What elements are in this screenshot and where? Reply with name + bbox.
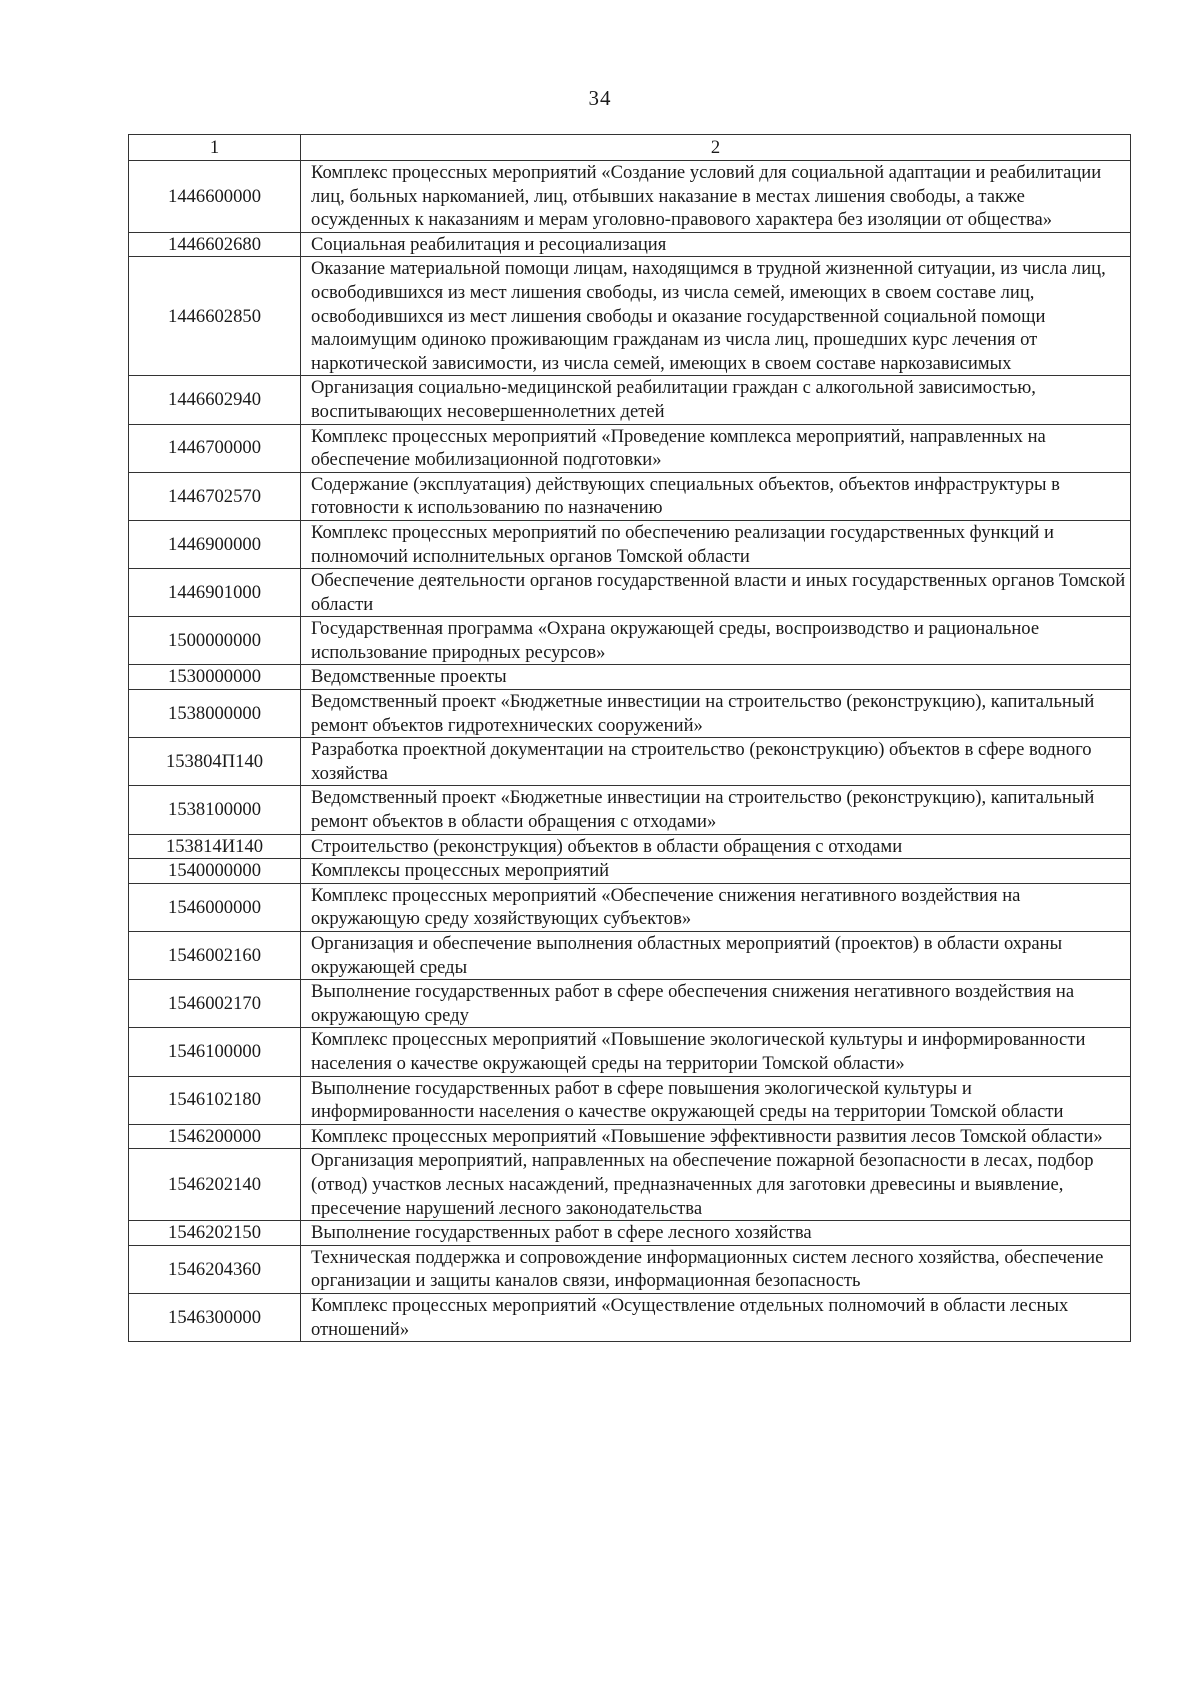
table-row: [129, 690, 1131, 738]
row-description: Государственная программа «Охрана окружающей среды, воспроизводство и рациональное использование природных ресурсов»: [301, 617, 1131, 665]
row-description: Техническая поддержка и сопровождение информационных систем лесного хозяйства, обеспечение организации и защиты каналов связи, информационная безопасность: [301, 1245, 1131, 1293]
table-row: [129, 786, 1131, 834]
row-code: 1446901000: [129, 569, 301, 617]
row-code: 1446602680: [129, 232, 301, 257]
row-description: Комплекс процессных мероприятий «Обеспечение снижения негативного воздействия на окружающую среду хозяйствующих субъектов»: [301, 883, 1131, 931]
row-code: 1446602940: [129, 376, 301, 424]
row-code: 1446702570: [129, 472, 301, 520]
row-description: Ведомственный проект «Бюджетные инвестиции на строительство (реконструкцию), капитальный ремонт объектов в области обращения с отходами»: [301, 786, 1131, 834]
table-row: [129, 980, 1131, 1028]
row-code: 1546300000: [129, 1293, 301, 1341]
table-row: [129, 1149, 1131, 1221]
table-row: [129, 1293, 1131, 1341]
table-row: [129, 161, 1131, 233]
table-row: [129, 232, 1131, 257]
row-description: Содержание (эксплуатация) действующих специальных объектов, объектов инфраструктуры в готовности к использованию по назначению: [301, 472, 1131, 520]
table-row: [129, 932, 1131, 980]
table-row: [129, 1221, 1131, 1246]
row-code: 153804П140: [129, 738, 301, 786]
row-code: 1538100000: [129, 786, 301, 834]
row-code: 1546202150: [129, 1221, 301, 1246]
row-description: Комплекс процессных мероприятий «Создание условий для социальной адаптации и реабилитации лиц, больных наркоманией, лиц, отбывших наказание в местах лишения свободы, а также осужденных к наказаниям и мерам уголовно-правового характера без изоляции от общества»: [301, 161, 1131, 233]
row-code: 1546100000: [129, 1028, 301, 1076]
row-code: 1530000000: [129, 665, 301, 690]
table-row: [129, 738, 1131, 786]
row-description: Разработка проектной документации на строительство (реконструкцию) объектов в сфере водного хозяйства: [301, 738, 1131, 786]
row-description: Комплекс процессных мероприятий «Осуществление отдельных полномочий в области лесных отношений»: [301, 1293, 1131, 1341]
row-description: Строительство (реконструкция) объектов в области обращения с отходами: [301, 834, 1131, 859]
row-code: 1538000000: [129, 690, 301, 738]
row-code: 1446700000: [129, 424, 301, 472]
row-code: 1546204360: [129, 1245, 301, 1293]
table-row: [129, 1076, 1131, 1124]
table-row: [129, 1028, 1131, 1076]
column-header-code: 1: [129, 135, 301, 161]
row-description: Комплексы процессных мероприятий: [301, 859, 1131, 884]
table-row: [129, 520, 1131, 568]
column-header-description: 2: [301, 135, 1131, 161]
table-row: [129, 376, 1131, 424]
row-description: Комплекс процессных мероприятий по обеспечению реализации государственных функций и полномочий исполнительных органов Томской области: [301, 520, 1131, 568]
table-body: [129, 161, 1131, 1342]
row-code: 1446600000: [129, 161, 301, 233]
table-row: [129, 834, 1131, 859]
page-number: 34: [588, 86, 612, 110]
table-row: [129, 569, 1131, 617]
row-description: Выполнение государственных работ в сфере обеспечения снижения негативного воздействия на окружающую среду: [301, 980, 1131, 1028]
row-code: 1546202140: [129, 1149, 301, 1221]
row-description: Комплекс процессных мероприятий «Повышение эффективности развития лесов Томской области»: [301, 1124, 1131, 1149]
row-description: Оказание материальной помощи лицам, находящимся в трудной жизненной ситуации, из числа лиц, освободившихся из мест лишения свободы, из числа семей, имеющих в своем составе лиц, освободившихся из мест лишения свободы и оказание государственной социальной помощи малоимущим одиноко проживающим гражданам из числа лиц, прошедших курс лечения от наркотической зависимости, из числа семей, имеющих в своем составе наркозависимых: [301, 257, 1131, 376]
table-row: [129, 1245, 1131, 1293]
row-code: 1546002170: [129, 980, 301, 1028]
row-code: 1546200000: [129, 1124, 301, 1149]
table-row: [129, 883, 1131, 931]
row-code: 1546002160: [129, 932, 301, 980]
row-code: 1446900000: [129, 520, 301, 568]
row-description: Ведомственный проект «Бюджетные инвестиции на строительство (реконструкцию), капитальный ремонт объектов гидротехнических сооружений»: [301, 690, 1131, 738]
classification-table: [128, 134, 1131, 1342]
row-description: Выполнение государственных работ в сфере лесного хозяйства: [301, 1221, 1131, 1246]
table-header-row: [129, 135, 1131, 161]
table-row: [129, 257, 1131, 376]
table-row: [129, 617, 1131, 665]
row-description: Организация социально-медицинской реабилитации граждан с алкогольной зависимостью, воспитывающих несовершеннолетних детей: [301, 376, 1131, 424]
row-description: Социальная реабилитация и ресоциализация: [301, 232, 1131, 257]
table-row: [129, 1124, 1131, 1149]
table-row: [129, 472, 1131, 520]
row-code: 1546000000: [129, 883, 301, 931]
row-description: Комплекс процессных мероприятий «Проведение комплекса мероприятий, направленных на обеспечение мобилизационной подготовки»: [301, 424, 1131, 472]
row-code: 1540000000: [129, 859, 301, 884]
row-description: Организация и обеспечение выполнения областных мероприятий (проектов) в области охраны окружающей среды: [301, 932, 1131, 980]
row-description: Ведомственные проекты: [301, 665, 1131, 690]
row-code: 153814И140: [129, 834, 301, 859]
row-description: Обеспечение деятельности органов государственной власти и иных государственных органов Томской области: [301, 569, 1131, 617]
table-row: [129, 665, 1131, 690]
table-row: [129, 859, 1131, 884]
row-description: Организация мероприятий, направленных на обеспечение пожарной безопасности в лесах, подбор (отвод) участков лесных насаждений, предназначенных для заготовки древесины и выявление, пресечение нарушений лесного законодательства: [301, 1149, 1131, 1221]
row-description: Выполнение государственных работ в сфере повышения экологической культуры и информированности населения о качестве окружающей среды на территории Томской области: [301, 1076, 1131, 1124]
row-description: Комплекс процессных мероприятий «Повышение экологической культуры и информированности населения о качестве окружающей среды на территории Томской области»: [301, 1028, 1131, 1076]
row-code: 1446602850: [129, 257, 301, 376]
row-code: 1500000000: [129, 617, 301, 665]
row-code: 1546102180: [129, 1076, 301, 1124]
table-row: [129, 424, 1131, 472]
